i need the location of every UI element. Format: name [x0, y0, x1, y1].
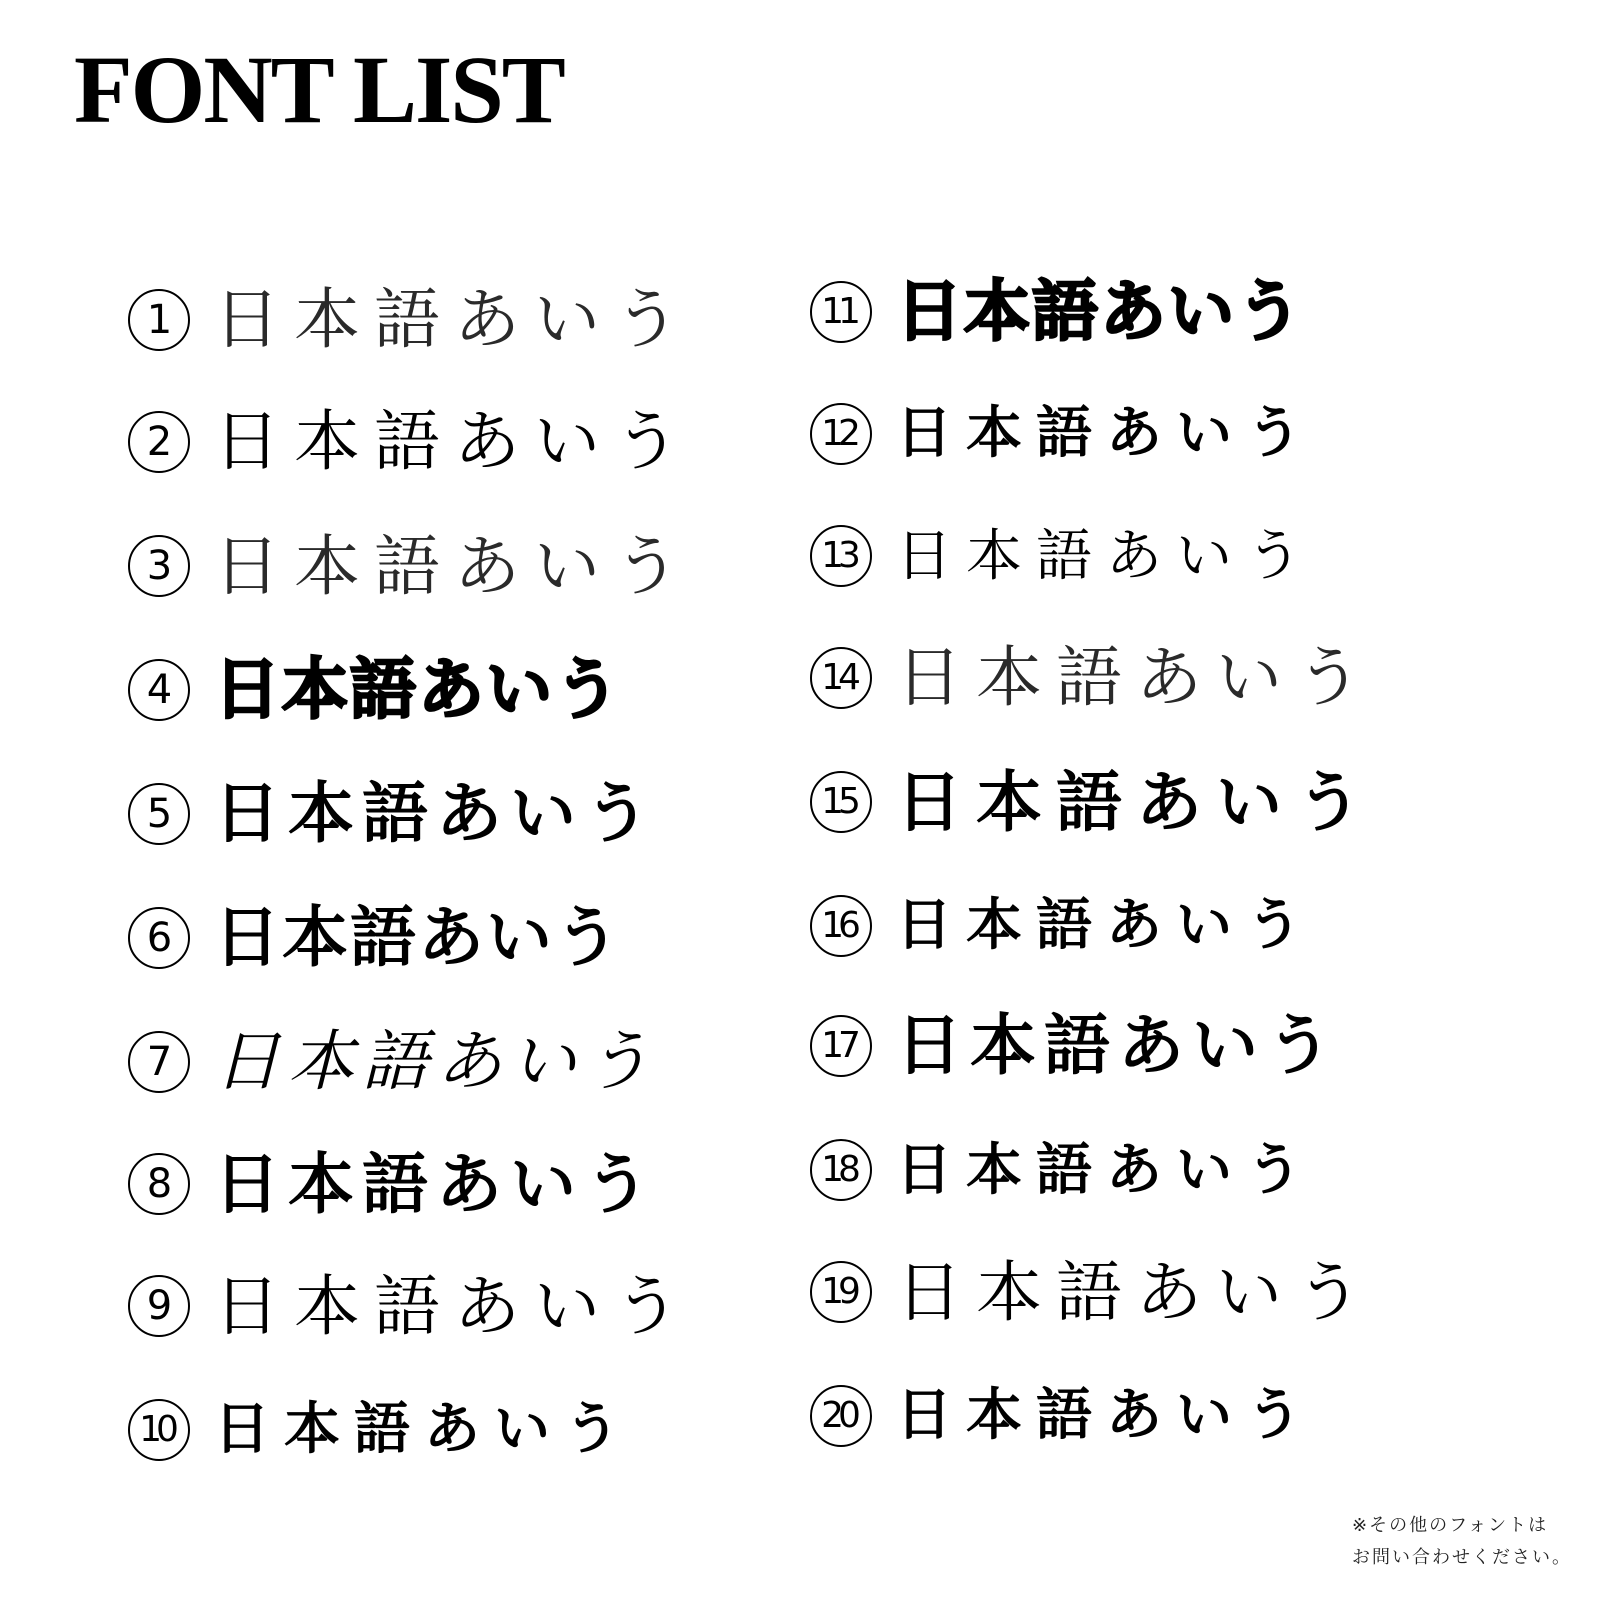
font-option-6 — [128, 888, 622, 988]
number-badge: 1 — [128, 289, 190, 351]
note-line-2: お問い合わせください。 — [1352, 1547, 1572, 1568]
font-option-13 — [810, 506, 1316, 606]
number-badge: 5 — [128, 783, 190, 845]
font-sample: 日本語あいう — [896, 273, 1304, 350]
font-sample: 日本語あいう — [214, 1145, 658, 1223]
font-sample: 日本語あいう — [214, 1399, 634, 1461]
font-option-5 — [128, 764, 658, 864]
note-line-1: ※その他のフォントは — [1352, 1515, 1549, 1536]
number-badge: 19 — [810, 1261, 872, 1323]
number-badge: 18 — [810, 1139, 872, 1201]
number-badge: 12 — [810, 403, 872, 465]
font-option-9 — [128, 1256, 694, 1356]
number-badge: 2 — [128, 411, 190, 473]
number-badge: 14 — [810, 647, 872, 709]
number-badge: 17 — [810, 1015, 872, 1077]
number-badge: 8 — [128, 1153, 190, 1215]
font-option-11 — [810, 262, 1304, 362]
number-badge: 13 — [810, 525, 872, 587]
font-sample: 日本語あいう — [896, 639, 1376, 716]
font-sample: 日本語あいう — [214, 281, 694, 358]
number-badge: 11 — [810, 281, 872, 343]
font-option-20 — [810, 1366, 1316, 1466]
font-sample: 日本語あいう — [214, 651, 622, 728]
number-badge: 3 — [128, 535, 190, 597]
font-sample: 日本語あいう — [214, 1269, 694, 1343]
font-option-15 — [810, 752, 1376, 852]
font-sample: 日本語あいう — [896, 524, 1316, 587]
font-option-19 — [810, 1242, 1376, 1342]
number-badge: 15 — [810, 771, 872, 833]
font-option-18 — [810, 1120, 1316, 1220]
font-sample: 日本語あいう — [214, 899, 622, 976]
font-sample: 日本語あいう — [896, 1137, 1316, 1203]
font-option-7 — [128, 1012, 658, 1112]
number-badge: 20 — [810, 1385, 872, 1447]
font-option-12 — [810, 384, 1316, 484]
font-sample: 日本語あいう — [896, 401, 1316, 466]
font-list-left-column — [0, 0, 700, 1600]
font-option-4 — [128, 640, 622, 740]
font-sample: 日本語あいう — [896, 1383, 1316, 1448]
number-badge: 6 — [128, 907, 190, 969]
font-option-3 — [128, 516, 694, 616]
font-option-14 — [810, 628, 1376, 728]
font-sample: 日本語あいう — [896, 895, 1316, 957]
font-sample: 日本語あいう — [214, 1023, 658, 1100]
font-sample: 日本語あいう — [214, 775, 658, 852]
number-badge: 10 — [128, 1399, 190, 1461]
font-option-17 — [810, 996, 1340, 1096]
number-badge: 9 — [128, 1275, 190, 1337]
font-option-16 — [810, 876, 1316, 976]
font-sample: 日本語あいう — [214, 403, 694, 480]
number-badge: 4 — [128, 659, 190, 721]
number-badge: 7 — [128, 1031, 190, 1093]
font-sample: 日本語あいう — [214, 529, 694, 603]
font-sample: 日本語あいう — [896, 1255, 1376, 1329]
number-badge: 16 — [810, 895, 872, 957]
font-option-8 — [128, 1134, 658, 1234]
page-title: FONT LIST — [74, 36, 564, 143]
font-sample: 日本語あいう — [896, 1007, 1340, 1084]
font-option-1 — [128, 270, 694, 370]
contact-note — [1352, 1510, 1592, 1574]
font-list-right-column — [680, 0, 1380, 1600]
font-option-2 — [128, 392, 694, 492]
font-sample: 日本語あいう — [896, 765, 1376, 839]
font-option-10 — [128, 1380, 634, 1480]
